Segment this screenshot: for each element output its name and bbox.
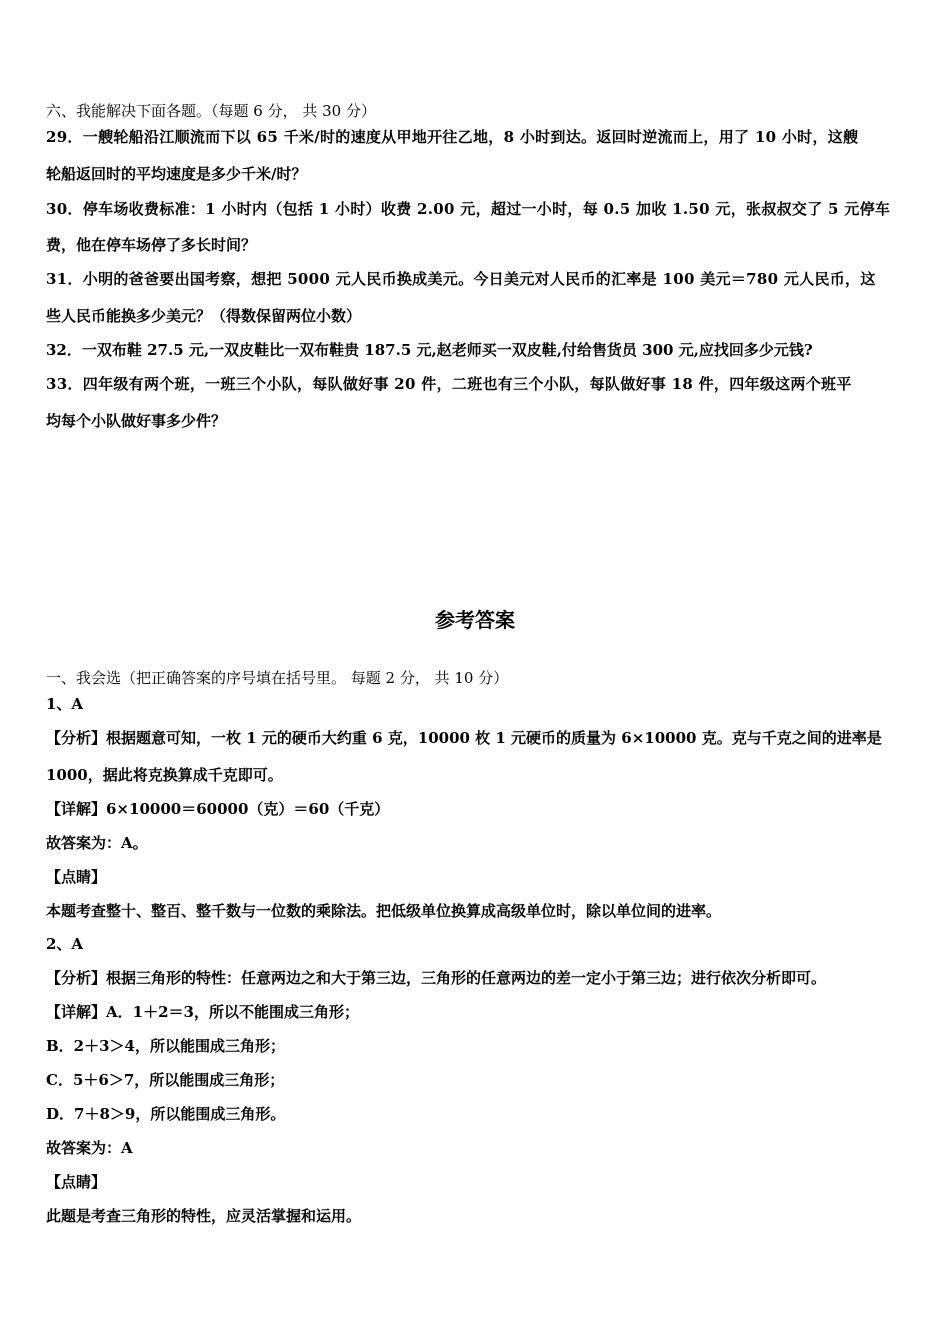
question-29-line-1: 29．一艘轮船沿江顺流而下以 65 千米/时的速度从甲地开往乙地，8 小时到达。返回时逆流而上，用了 10 小时，这艘 bbox=[46, 128, 859, 146]
answer-1-detail: 【详解】6×10000＝60000（克）＝60（千克） bbox=[46, 800, 390, 818]
answer-2-detail-b: B．2＋3＞4，所以能围成三角形； bbox=[46, 1037, 285, 1055]
answer-1-comment: 本题考查整十、整百、整千数与一位数的乘除法。把低级单位换算成高级单位时，除以单位间的进率。 bbox=[46, 902, 722, 920]
answer-1-label: 1、A bbox=[46, 695, 84, 713]
answer-2-label: 2、A bbox=[46, 935, 84, 953]
answer-2-conclusion: 故答案为：A bbox=[46, 1139, 133, 1157]
question-32: 32．一双布鞋 27.5 元,一双皮鞋比一双布鞋贵 187.5 元,赵老师买一双皮鞋,付给售货员 300 元,应找回多少元钱? bbox=[46, 341, 813, 359]
question-31-line-2: 些人民币能换多少美元？（得数保留两位小数） bbox=[46, 307, 362, 325]
answer-1-analysis-line-1: 【分析】根据题意可知，一枚 1 元的硬币大约重 6 克，10000 枚 1 元硬币的质量为 6×10000 克。克与千克之间的进率是 bbox=[46, 729, 882, 747]
question-33-line-1: 33．四年级有两个班，一班三个小队，每队做好事 20 件，二班也有三个小队，每队做好事 18 件，四年级这两个班平 bbox=[46, 375, 852, 393]
question-29-line-2: 轮船返回时的平均速度是多少千米/时？ bbox=[46, 165, 307, 183]
answers-title: 参考答案 bbox=[435, 608, 515, 632]
answer-1-analysis-line-2: 1000，据此将克换算成千克即可。 bbox=[46, 766, 283, 784]
answer-2-detail-d: D．7＋8＞9，所以能围成三角形。 bbox=[46, 1105, 286, 1123]
section-1-heading: 一、我会选（把正确答案的序号填在括号里。 每题 2 分， 共 10 分） bbox=[46, 669, 509, 687]
answer-2-comment-label: 【点睛】 bbox=[46, 1173, 107, 1191]
question-30-line-2: 费，他在停车场停了多长时间？ bbox=[46, 236, 257, 254]
answer-2-detail-a: 【详解】A．1＋2＝3，所以不能围成三角形； bbox=[46, 1003, 359, 1021]
answer-1-conclusion: 故答案为：A。 bbox=[46, 834, 148, 852]
question-33-line-2: 均每个小队做好事多少件？ bbox=[46, 412, 227, 430]
answer-2-detail-c: C．5＋6＞7，所以能围成三角形； bbox=[46, 1071, 285, 1089]
answer-2-comment: 此题是考查三角形的特性，应灵活掌握和运用。 bbox=[46, 1207, 362, 1225]
question-31-line-1: 31．小明的爸爸要出国考察，想把 5000 元人民币换成美元。今日美元对人民币的汇率是 100 美元＝780 元人民币，这 bbox=[46, 270, 876, 288]
question-30-line-1: 30．停车场收费标准：1 小时内（包括 1 小时）收费 2.00 元，超过一小时，每 0.5 加收 1.50 元，张叔叔交了 5 元停车 bbox=[46, 200, 891, 218]
answer-2-analysis: 【分析】根据三角形的特性：任意两边之和大于第三边，三角形的任意两边的差一定小于第三边；进行依次分析即可。 bbox=[46, 969, 827, 987]
section-6-heading: 六、我能解决下面各题。（每题 6 分， 共 30 分） bbox=[46, 102, 376, 120]
answer-1-comment-label: 【点睛】 bbox=[46, 868, 107, 886]
